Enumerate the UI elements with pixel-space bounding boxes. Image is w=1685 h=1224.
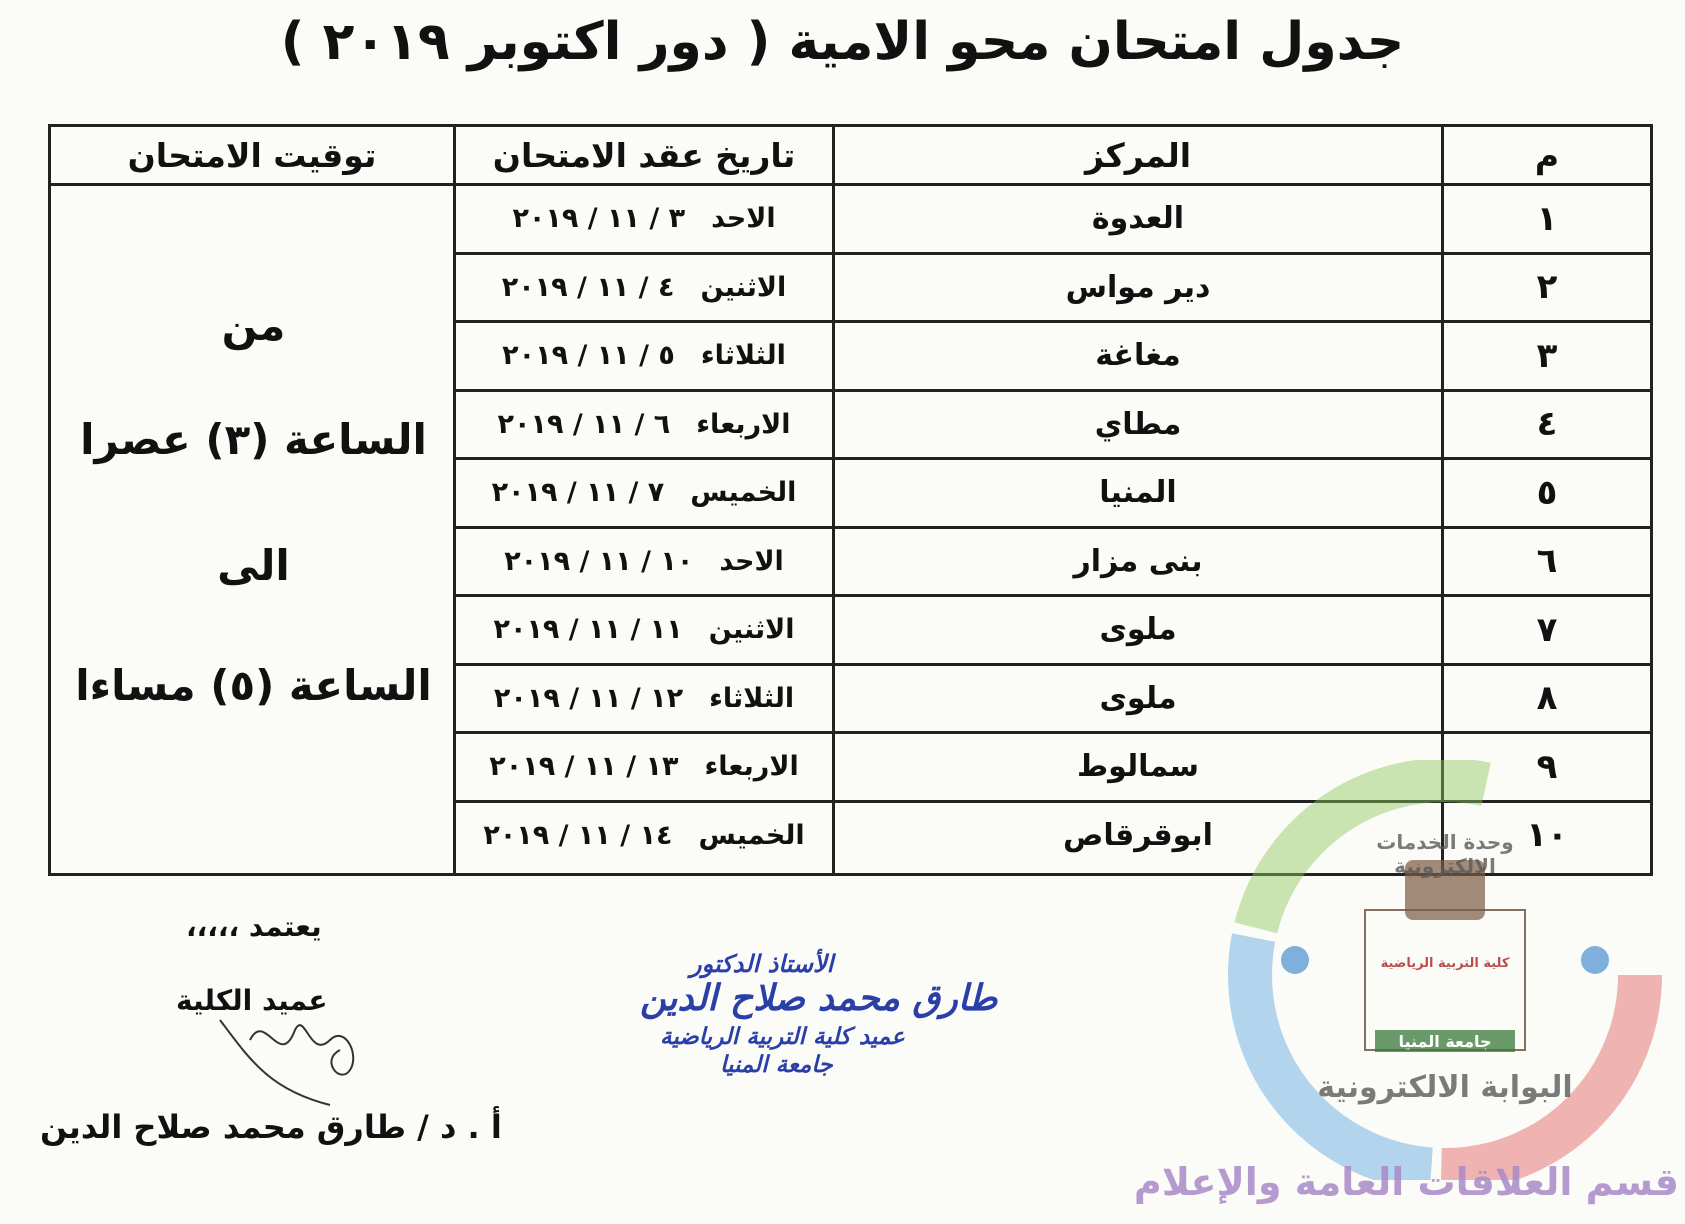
row-date (456, 255, 832, 321)
row-center: سمالوط (1076, 749, 1200, 785)
row-day: الاحد (719, 545, 784, 577)
row-number: ٦ (1536, 541, 1558, 582)
row-center: العدوة (1091, 201, 1185, 237)
row-date (456, 666, 832, 732)
header-date: تاريخ عقد الامتحان (492, 135, 796, 175)
exam-time-block (51, 189, 456, 873)
row-day: الاحد (711, 203, 776, 235)
row-date (456, 392, 832, 458)
row-number: ١ (1536, 198, 1558, 239)
row-date (456, 803, 832, 869)
row-center: مطاي (1094, 406, 1182, 442)
row-date (456, 323, 832, 389)
page-title: جدول امتحان محو الامية ( دور اكتوبر ٢٠١٩ ) (280, 12, 1405, 72)
approval-label: يعتمد ،،،،، (186, 910, 322, 943)
row-date (456, 460, 832, 526)
stamp-line-4: جامعة المنيا (720, 1052, 833, 1078)
row-number: ٨ (1536, 678, 1558, 719)
footer-department: قسم العلاقات العامة والإعلام (1133, 1160, 1679, 1204)
row-date-value: ١٢ / ١١ / ٢٠١٩ (493, 682, 684, 714)
header-time: توقيت الامتحان (127, 135, 377, 175)
logo-badge-text: جامعة المنيا (1398, 1032, 1492, 1051)
time-end: الساعة (٥) مساءا (75, 661, 432, 710)
row-day: الاثنين (708, 614, 795, 646)
row-day: الخميس (690, 477, 797, 509)
e-portal-logo (1205, 760, 1685, 1180)
row-date-value: ٥ / ١١ / ٢٠١٩ (502, 340, 675, 372)
row-date (456, 734, 832, 800)
row-day: الاثنين (700, 271, 787, 303)
row-date-value: ٣ / ١١ / ٢٠١٩ (512, 203, 686, 235)
stamp-line-2: طارق محمد صلاح الدين (640, 978, 998, 1019)
row-center: دير مواس (1065, 269, 1211, 305)
logo-bottom-text: البوابة الالكترونية (1317, 1070, 1573, 1105)
stamp-line-3: عميد كلية التربية الرياضية (660, 1024, 905, 1050)
logo-inner-text: كلية التربية الرياضية (1380, 956, 1510, 971)
dean-name: أ . د / طارق محمد صلاح الدين (40, 1108, 502, 1146)
row-day: الاربعاء (704, 751, 799, 783)
row-date-value: ١٠ / ١١ / ٢٠١٩ (504, 545, 694, 577)
row-date (456, 597, 832, 663)
row-center: ملوى (1099, 612, 1177, 648)
row-center: المنيا (1099, 475, 1177, 511)
header-number: م (1534, 135, 1560, 175)
row-date-value: ٦ / ١١ / ٢٠١٩ (497, 408, 671, 440)
row-date-value: ١٤ / ١١ / ٢٠١٩ (483, 819, 673, 851)
row-number: ٧ (1536, 609, 1558, 650)
row-center: ابوقرقاص (1063, 817, 1213, 853)
row-day: الثلاثاء (700, 340, 786, 372)
row-day: الاربعاء (696, 408, 791, 440)
row-date (456, 186, 832, 252)
header-center: المركز (1084, 135, 1192, 175)
logo-top-text: وحدة الخدمات الالكترونية (1376, 830, 1514, 878)
row-number: ٢ (1536, 267, 1558, 308)
row-day: الثلاثاء (709, 682, 795, 714)
row-day: الخميس (698, 819, 805, 851)
time-start: الساعة (٣) عصرا (80, 415, 427, 464)
row-date-value: ٤ / ١١ / ٢٠١٩ (501, 271, 675, 303)
row-date-value: ٧ / ١١ / ٢٠١٩ (491, 477, 665, 509)
time-from: من (221, 301, 286, 350)
row-center: ملوى (1099, 680, 1177, 716)
dean-title: عميد الكلية (176, 984, 328, 1017)
row-number: ٤ (1536, 404, 1558, 445)
dean-signature (210, 1000, 380, 1110)
row-center: بنى مزار (1073, 543, 1203, 579)
row-center: مغاغة (1095, 338, 1181, 374)
row-date (456, 529, 832, 595)
row-number: ٥ (1536, 472, 1558, 513)
stamp-line-1: الأستاذ الدكتور (690, 950, 834, 978)
row-number: ٣ (1536, 335, 1558, 376)
row-date-value: ١٣ / ١١ / ٢٠١٩ (489, 751, 679, 783)
time-to: الى (217, 541, 290, 590)
row-number: ١٠ (1526, 815, 1568, 856)
row-date-value: ١١ / ١١ / ٢٠١٩ (493, 614, 683, 646)
row-number: ٩ (1536, 746, 1558, 787)
